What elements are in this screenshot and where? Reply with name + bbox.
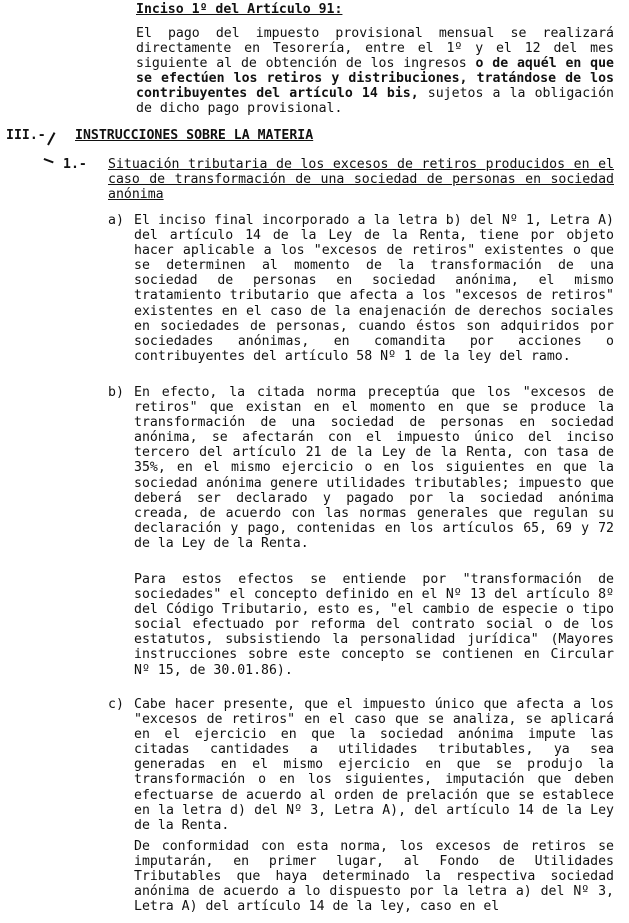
inciso-text-start: El pago del impuesto provisional mensual se realizará directamente en Tesorería, entre el 1º y el 12 del mes siguiente al de obtención de los ingresos [136, 26, 614, 72]
inciso-text-end: sujetos a la obligación de dicho pago provisional. [136, 86, 614, 117]
section-number: III.- [6, 128, 46, 143]
inciso-paragraph [136, 26, 614, 117]
item-number: 1.- [63, 157, 87, 172]
item-title: Situación tributaria de los excesos de retiros producidos en el caso de transformación de una sociedad de personas en sociedad anónima [108, 157, 614, 203]
para-c2-text: De conformidad con esta norma, los excesos de retiros se imputarán, en primer lugar, al Fondo de Utilidades Tributables que haya determinado la respectiva sociedad anónima de acuerdo a lo dispuesto por la letra a) del Nº 3, Letra A) del artículo 14 de la ley, caso en el [134, 839, 614, 915]
para-c-text: Cabe hacer presente, que el impuesto único que afecta a los "excesos de retiros" en el caso que se analiza, se aplicará en el ejercicio en que la sociedad anónima impute las citadas cantidades a utilidades tributables, ya sea generadas en el mismo ejercicio en que se produjo la transformación o en los siguientes, imputación que deben efectuarse de acuerdo al orden de prelación que se establece en la letra d) del Nº 3, Letra A), del artículo 14 de la Ley de la Renta. [134, 697, 614, 833]
section-title: INSTRUCCIONES SOBRE LA MATERIA [75, 128, 314, 143]
para-c-label: c) [108, 697, 124, 712]
handwritten-mark-tick [44, 158, 54, 163]
para-b-label: b) [108, 385, 124, 400]
inciso-text-bold: o de aquél en que se efectúen los retiros y distribuciones, tratándose de los contribuyentes del artículo 14 bis, [136, 56, 614, 102]
inciso-heading: Inciso 1º del Artículo 91: [136, 2, 343, 17]
para-a-label: a) [108, 213, 124, 228]
handwritten-mark [47, 132, 55, 145]
para-b-text: En efecto, la citada norma preceptúa que los "excesos de retiros" que existan en el momento en que se produce la transformación de una sociedad de personas en sociedad anónima, se afectarán con el impuesto único del inciso tercero del artículo 21 de la Ley de la Renta, con tasa de 35%, en el mismo ejercicio o en los siguientes en que la sociedad anónima genere utilidades tributables; impuesto que deberá ser declarado y pagado por la sociedad anónima creada, de acuerdo con las normas generales que regulan su declaración y pago, contenidas en los artículos 65, 69 y 72 de la Ley de la Renta. [134, 385, 614, 551]
para-a-text: El inciso final incorporado a la letra b) del Nº 1, Letra A) del artículo 14 de la Ley de la Renta, tiene por objeto hacer aplicable a los "excesos de retiros" existentes o que se determinen al momento de la transformación de una sociedad de personas en sociedad anónima, el mismo tratamiento tributario que afecta a los "excesos de retiros" existentes en el caso de la enajenación de derechos sociales en sociedades de personas, cuando éstos son adquiridos por sociedades anónimas, en comandita por acciones o contribuyentes del artículo 58 Nº 1 de la ley del ramo. [134, 213, 614, 364]
para-b2-text: Para estos efectos se entiende por "transformación de sociedades" el concepto definido en el Nº 13 del artículo 8º del Código Tributario, esto es, "el cambio de especie o tipo social efectuado por reforma del contrato social o de los estatutos, subsistiendo la personalidad jurídica" (Mayores instrucciones sobre este concepto se contienen en Circular Nº 15, de 30.01.86). [134, 572, 614, 678]
